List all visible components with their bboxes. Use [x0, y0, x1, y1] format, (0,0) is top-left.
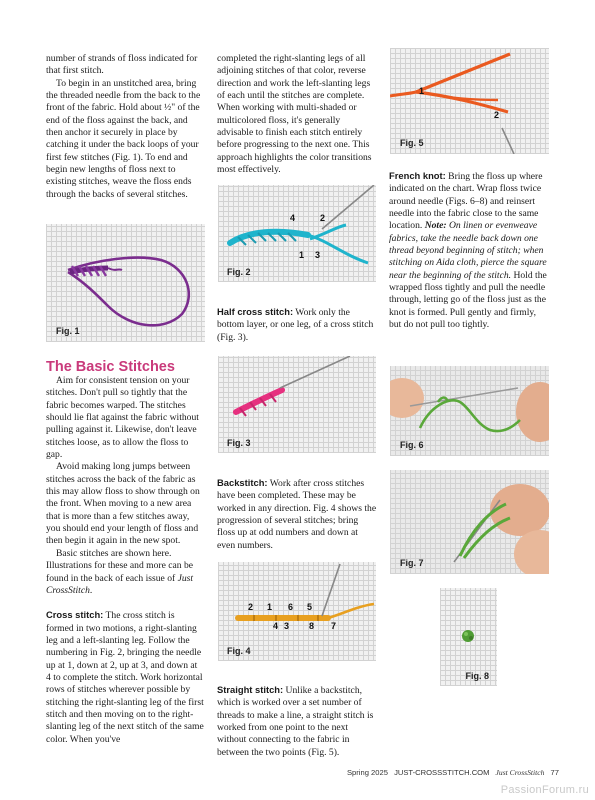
figure-caption: Fig. 8	[465, 671, 489, 681]
paragraph: To begin in an unstitched area, bring the threaded needle from the back to the front of the fabric. Hold about ½" of the end of the floss against the back, and then anchor it securely in place by catching it under the back loops of your first few stitches (Fig. 1). To end and begin new lengths of floss next to existing stitches, weave the floss ends through the backs of several stitches.	[46, 77, 201, 200]
figure-5	[390, 48, 549, 154]
figure-2	[218, 185, 376, 282]
column-1-lower	[46, 359, 204, 746]
stitch-number: 6	[288, 602, 294, 612]
stitch-number: 2	[248, 602, 254, 612]
paragraph: Avoid making long jumps between stitches across the back of the fabric as this may allow floss to show through on the front. When moving to a new area that is more than a few stitches away, you should end your length of floss and then begin it again in the new spot.	[46, 461, 200, 547]
figure-4	[218, 562, 376, 661]
figure-1	[46, 224, 205, 342]
paragraph-text: Bring the floss up where indicated on the chart. Wrap floss twice around needle (Figs. 6–8) and reinsert needle into the fabric close to the same location.	[389, 171, 543, 232]
paragraph	[46, 609, 204, 746]
stitch-number: 2	[320, 213, 326, 223]
column-3-french-knot	[389, 170, 549, 331]
column-1	[46, 53, 204, 201]
page-footer	[343, 768, 559, 777]
french-knot-lead: French knot:	[389, 170, 446, 181]
figure-6	[390, 366, 549, 456]
paragraph-text: Work only the bottom layer, or one leg, of a cross stitch (Fig. 3).	[217, 307, 374, 343]
half-cross-stitch-lead: Half cross stitch:	[217, 306, 294, 317]
figure-caption: Fig. 5	[400, 138, 424, 148]
stitch-number: 1	[299, 250, 305, 260]
stitch-number: 3	[315, 250, 321, 260]
stitch-number: 4	[273, 621, 279, 631]
column-2-half-cross	[217, 306, 377, 344]
stitch-number: 1	[419, 86, 425, 96]
magazine-title: Just CrossStitch	[46, 572, 194, 596]
stitch-number: 3	[284, 621, 290, 631]
purple-floss-illustration	[46, 224, 205, 342]
straight-stitch-lead: Straight stitch:	[217, 684, 284, 695]
stitch-number: 7	[331, 621, 337, 631]
figure-caption: Fig. 4	[227, 646, 251, 656]
column-2-straight	[217, 684, 377, 759]
paragraph	[46, 548, 204, 597]
note-label: Note:	[424, 220, 447, 232]
paragraph: completed the right-slanting legs of all adjoining stitches of that color, reverse direction and work the left-slanting legs of each until the stitches are complete. When working with multi-shaded or multicolored floss, it's generally advisable to finish each stitch entirely before progressing to the next one. This approach highlights the color transitions most effectively.	[217, 53, 372, 176]
paragraph	[217, 684, 377, 759]
watermark: PassionForum.ru	[500, 784, 589, 796]
figure-caption: Fig. 6	[400, 440, 424, 450]
paragraph	[389, 170, 549, 331]
section-heading: The Basic Stitches	[46, 359, 175, 375]
paragraph-text: The cross stitch is formed in two motions, a right-slanting leg and a left-slanting leg. Follow the numbering in Fig. 2, bringing the needle up at 1, down at 2, up at 3, and down at 4 to complete the stitch. Work horizontal rows of stitches wherever possible by stitching the right-slanting leg of the first stitch and then moving on to the right-slanting leg of the next stitch of the same color. When you've	[46, 610, 204, 745]
stitch-number: 4	[290, 213, 296, 223]
column-2	[217, 53, 377, 176]
figure-caption: Fig. 7	[400, 558, 424, 568]
paragraph-text: Basic stitches are shown here. Illustrations for these and more can be found in the back of each issue of	[46, 547, 194, 584]
note-text: On linen or evenweave fabrics, take the needle back down one thread beyond beginning of stitch; when stitching on Aida cloth, pierce the square near the beginning of the stitch.	[389, 220, 547, 281]
paragraph-text: Unlike a backstitch, which is worked over a set number of threads to make a line, a straight stitch is worked from one point to the next without connecting to the fabric in between the two points (Fig. 5).	[217, 685, 374, 758]
figure-7	[390, 470, 549, 574]
magazine-name: Just CrossStitch	[495, 768, 545, 777]
stitch-number: 5	[307, 602, 313, 612]
stitch-number: 1	[267, 602, 273, 612]
paragraph: number of strands of floss indicated for that first stitch.	[46, 53, 198, 77]
paragraph-text: .	[89, 584, 93, 596]
paragraph	[217, 477, 377, 552]
figure-caption: Fig. 2	[227, 267, 251, 277]
paragraph-text: Hold the wrapped floss tightly and pull the needle through, letting go of the floss just as the knot is formed. Pull gently and firmly, but do not pull too tightly.	[389, 269, 547, 331]
stitch-number: 2	[494, 110, 500, 120]
figure-8	[440, 588, 497, 686]
column-2-backstitch	[217, 477, 377, 552]
issue-season: Spring 2025	[346, 768, 388, 777]
stitch-number: 8	[309, 621, 315, 631]
figure-3	[218, 356, 376, 453]
cross-stitch-lead: Cross stitch:	[46, 609, 104, 621]
paragraph: Aim for consistent tension on your stitches. Don't pull so tightly that the fabric becomes warped. The stitches should lie flat against the fabric without pulling against it. Likewise, don't leave stitches loose, as to allow the floss to gap.	[46, 375, 199, 461]
figure-caption: Fig. 1	[56, 326, 80, 336]
paragraph-text: Work after cross stitches have been completed. These may be worked in any direction. Fig. 4 shows the progression of several stitches; bring floss up at odd numbers and down at even numbers.	[217, 478, 377, 551]
page-number: 77	[550, 768, 559, 777]
paragraph	[217, 306, 377, 344]
website-link[interactable]: JUST-CROSSSTITCH.COM	[394, 768, 490, 777]
backstitch-lead: Backstitch:	[217, 477, 268, 488]
figure-caption: Fig. 3	[227, 438, 251, 448]
